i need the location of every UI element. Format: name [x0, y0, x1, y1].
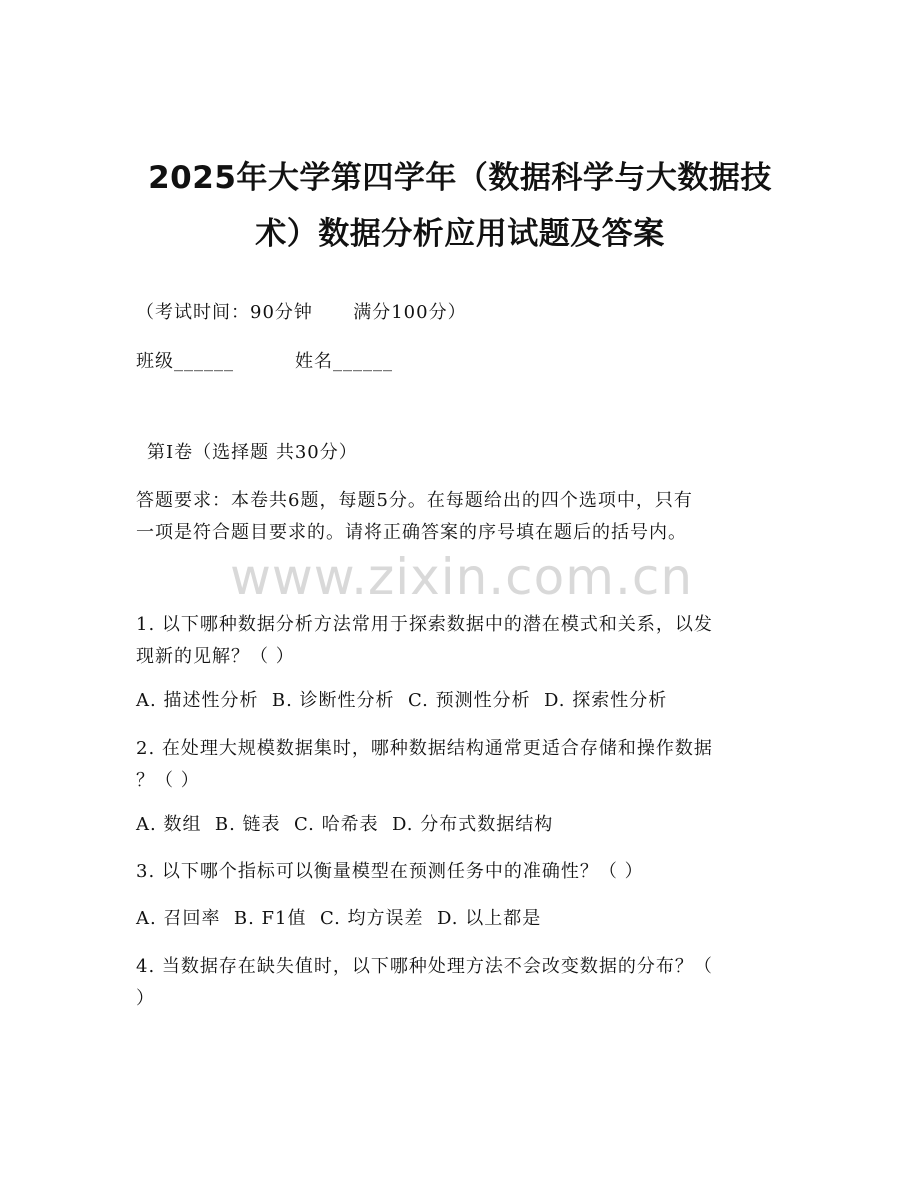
title-line-2: 术）数据分析应用试题及答案	[255, 216, 665, 252]
section-header: 第I卷（选择题 共30分）	[147, 442, 358, 463]
question-2	[136, 733, 786, 797]
class-field-label: 班级______	[136, 351, 234, 372]
question-3-options: A. 召回率 B. F1值 C. 均方误差 D. 以上都是	[136, 908, 542, 929]
question-2-stem-line-2: ？（ ）	[136, 770, 200, 791]
instructions-line-2: 一项是符合题目要求的。请将正确答案的序号填在题后的括号内。	[136, 522, 687, 543]
question-4	[136, 951, 786, 1015]
question-1-options: A. 描述性分析 B. 诊断性分析 C. 预测性分析 D. 探索性分析	[136, 690, 668, 711]
watermark	[230, 548, 694, 606]
question-4-stem-line-2: ）	[136, 988, 155, 1009]
question-2-options: A. 数组 B. 链表 C. 哈希表 D. 分布式数据结构	[136, 814, 554, 835]
title-line-1: 2025年大学第四学年（数据科学与大数据技	[148, 160, 772, 196]
instructions-line-1: 答题要求：本卷共6题，每题5分。在每题给出的四个选项中，只有	[136, 490, 693, 511]
name-field-label: 姓名______	[295, 351, 393, 372]
document-title	[90, 150, 830, 262]
question-1-stem-line-2: 现新的见解？（ ）	[136, 646, 295, 667]
question-3-stem: 3. 以下哪个指标可以衡量模型在预测任务中的准确性？（ ）	[136, 861, 644, 882]
question-1-stem-line-1: 1. 以下哪种数据分析方法常用于探索数据中的潜在模式和关系，以发	[136, 614, 713, 635]
exam-info: （考试时间：90分钟 满分100分）	[136, 302, 467, 323]
question-1	[136, 609, 786, 673]
question-4-stem-line-1: 4. 当数据存在缺失值时，以下哪种处理方法不会改变数据的分布？（	[136, 956, 713, 977]
question-2-stem-line-1: 2. 在处理大规模数据集时，哪种数据结构通常更适合存储和操作数据	[136, 738, 713, 759]
watermark-text: www.zixin.com.cn	[230, 548, 694, 606]
instructions	[136, 485, 786, 549]
